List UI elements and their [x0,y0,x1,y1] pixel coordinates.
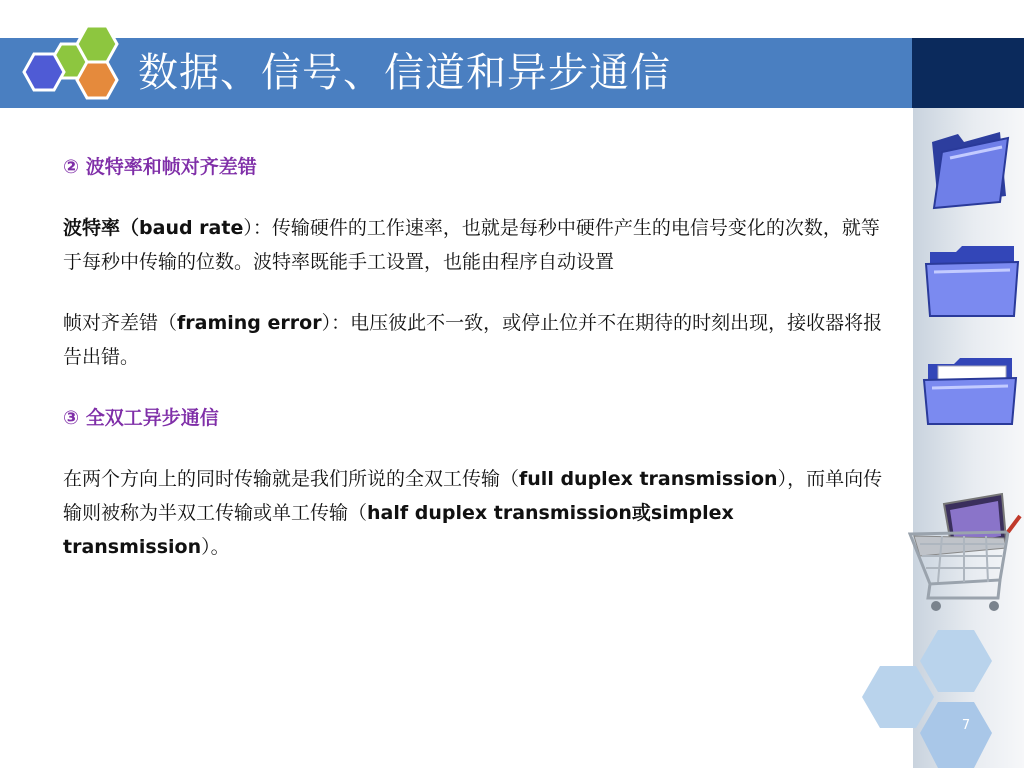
title-bar-accent [912,38,1024,108]
baud-description: ）：传输硬件的工作速率，也就是每秒中硬件产生的电信号变化的次数，就等于每秒中传输的位数。波特率既能手工设置，也能由程序自动设置 [63,217,880,273]
duplex-text-3: ）。 [201,536,230,558]
baud-english-term: baud rate [139,217,244,239]
page-number: 7 [961,718,971,733]
hexagon-logo-icon [14,22,134,126]
slide-title: 数据、信号、信道和异步通信 [138,50,671,96]
framing-description: ）：电压彼此不一致，或停止位并不在期待的时刻出现，接收器将报告出错。 [63,312,883,368]
duplex-paragraph [63,462,893,564]
framing-term: 帧对齐差错（ [63,312,178,334]
duplex-text-2: ），而单向传输则被称为半双工传输或单工传输（ [63,468,883,524]
baud-term: 波特率（ [63,217,140,239]
folder-icon [924,358,1016,424]
laptop-cart-icon [908,486,1024,616]
framing-error-paragraph [63,306,893,374]
framing-english-term: framing error [177,312,322,334]
half-duplex-term: half duplex transmission或simplex transmission [63,502,734,558]
folder-icon [920,112,1020,212]
duplex-text-1: 在两个方向上的同时传输就是我们所说的全双工传输（ [63,468,520,490]
baud-rate-paragraph [63,211,893,279]
full-duplex-term: full duplex transmission [519,468,778,490]
folder-icon [926,246,1018,316]
section-heading-duplex: ③ 全双工异步通信 [63,407,219,429]
section-heading-baud: ② 波特率和帧对齐差错 [63,156,257,178]
slide-content [63,150,893,564]
decorative-hexagons [862,630,1024,768]
